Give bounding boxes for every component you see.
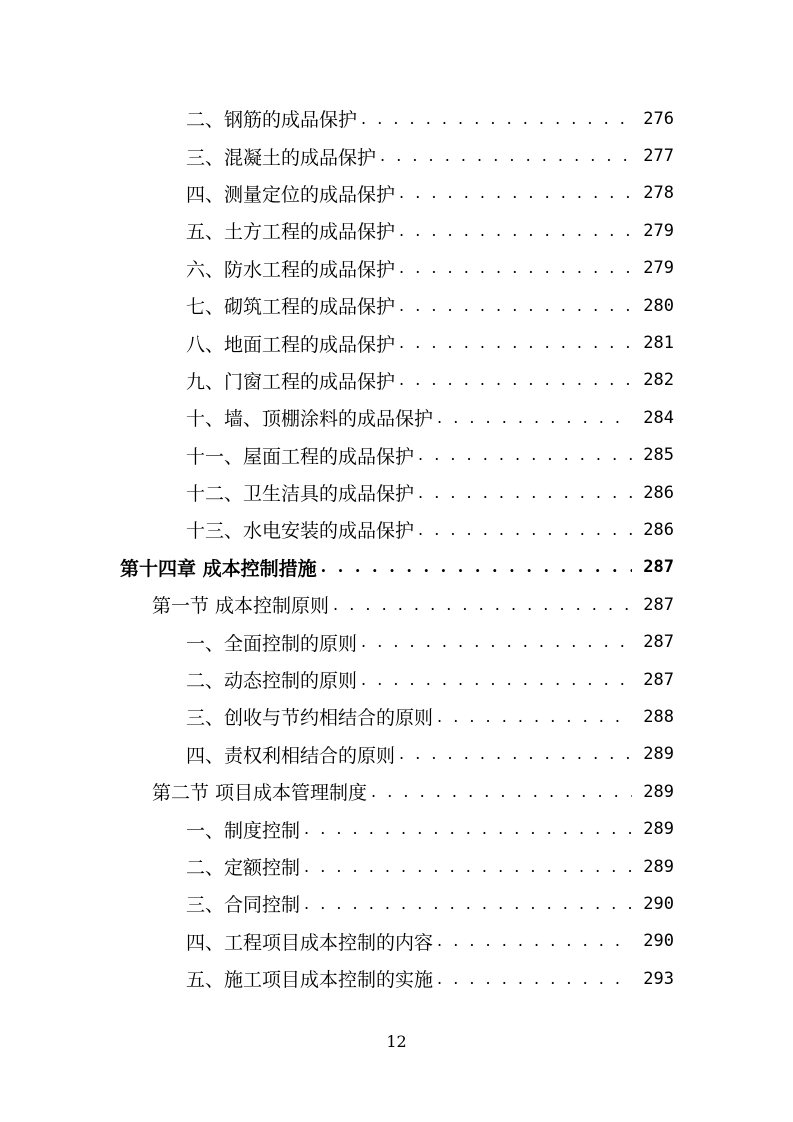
toc-entry-label: 五、土方工程的成品保护 — [186, 217, 399, 244]
toc-entry-label: 十二、卫生洁具的成品保护 — [186, 479, 418, 506]
toc-entry-label: 十、墙、顶棚涂料的成品保护 — [186, 404, 437, 431]
toc-entry-item[interactable] — [0, 736, 793, 773]
toc-entry-item[interactable] — [0, 885, 793, 922]
toc-entry-item[interactable] — [0, 848, 793, 885]
toc-leader-dots — [361, 111, 632, 127]
toc-entry-item[interactable] — [0, 175, 793, 212]
toc-leader-dots — [399, 335, 632, 351]
table-of-contents — [0, 100, 793, 997]
toc-entry-label: 第十四章 成本控制措施 — [120, 554, 321, 581]
toc-entry-label: 七、砌筑工程的成品保护 — [186, 292, 399, 319]
toc-entry-page: 289 — [643, 744, 674, 765]
toc-entry-page: 293 — [643, 968, 674, 989]
toc-leader-dots — [371, 784, 632, 800]
toc-entry-item[interactable] — [0, 137, 793, 174]
toc-entry-page: 287 — [643, 557, 674, 578]
toc-entry-item[interactable] — [0, 623, 793, 660]
toc-leader-dots — [418, 447, 632, 463]
toc-entry-chapter[interactable] — [0, 549, 793, 586]
toc-entry-item[interactable] — [0, 437, 793, 474]
toc-entry-label: 一、制度控制 — [186, 816, 304, 843]
toc-entry-section[interactable] — [0, 586, 793, 623]
toc-leader-dots — [418, 522, 632, 538]
toc-leader-dots — [304, 859, 632, 875]
toc-leader-dots — [437, 933, 632, 949]
toc-entry-item[interactable] — [0, 250, 793, 287]
toc-entry-item[interactable] — [0, 511, 793, 548]
toc-entry-item[interactable] — [0, 287, 793, 324]
toc-entry-label: 第一节 成本控制原则 — [152, 591, 333, 618]
toc-leader-dots — [304, 896, 632, 912]
toc-entry-label: 四、工程项目成本控制的内容 — [186, 928, 437, 955]
toc-entry-page: 276 — [643, 108, 674, 129]
toc-entry-page: 277 — [643, 146, 674, 167]
toc-entry-page: 284 — [643, 407, 674, 428]
toc-entry-label: 一、全面控制的原则 — [186, 629, 361, 656]
toc-entry-label: 二、动态控制的原则 — [186, 666, 361, 693]
toc-entry-page: 289 — [643, 856, 674, 877]
toc-entry-page: 289 — [643, 781, 674, 802]
toc-leader-dots — [333, 597, 632, 613]
toc-leader-dots — [380, 148, 632, 164]
toc-leader-dots — [399, 223, 632, 239]
toc-entry-label: 六、防水工程的成品保护 — [186, 255, 399, 282]
toc-leader-dots — [361, 634, 632, 650]
toc-entry-label: 五、施工项目成本控制的实施 — [186, 965, 437, 992]
toc-leader-dots — [304, 821, 632, 837]
toc-leader-dots — [399, 372, 632, 388]
toc-leader-dots — [399, 746, 632, 762]
toc-leader-dots — [399, 185, 632, 201]
toc-leader-dots — [437, 971, 632, 987]
toc-entry-label: 三、创收与节约相结合的原则 — [186, 703, 437, 730]
toc-entry-label: 二、钢筋的成品保护 — [186, 105, 361, 132]
toc-entry-item[interactable] — [0, 474, 793, 511]
toc-entry-item[interactable] — [0, 324, 793, 361]
toc-entry-item[interactable] — [0, 362, 793, 399]
toc-entry-label: 四、责权利相结合的原则 — [186, 741, 399, 768]
toc-leader-dots — [321, 559, 632, 575]
toc-entry-section[interactable] — [0, 773, 793, 810]
toc-leader-dots — [399, 298, 632, 314]
toc-entry-label: 三、合同控制 — [186, 890, 304, 917]
toc-entry-page: 286 — [643, 519, 674, 540]
toc-entry-page: 289 — [643, 819, 674, 840]
toc-entry-label: 十一、屋面工程的成品保护 — [186, 442, 418, 469]
page-number: 12 — [386, 1032, 407, 1051]
toc-entry-label: 九、门窗工程的成品保护 — [186, 367, 399, 394]
toc-entry-label: 四、测量定位的成品保护 — [186, 180, 399, 207]
toc-entry-item[interactable] — [0, 100, 793, 137]
toc-entry-page: 280 — [643, 295, 674, 316]
toc-entry-label: 八、地面工程的成品保护 — [186, 330, 399, 357]
toc-entry-page: 287 — [643, 632, 674, 653]
toc-entry-page: 279 — [643, 220, 674, 241]
toc-entry-label: 二、定额控制 — [186, 853, 304, 880]
toc-entry-item[interactable] — [0, 212, 793, 249]
toc-entry-page: 287 — [643, 669, 674, 690]
toc-entry-item[interactable] — [0, 960, 793, 997]
toc-entry-page: 278 — [643, 183, 674, 204]
toc-entry-page: 281 — [643, 333, 674, 354]
toc-entry-label: 三、混凝土的成品保护 — [186, 143, 380, 170]
toc-leader-dots — [437, 709, 632, 725]
toc-leader-dots — [399, 260, 632, 276]
toc-entry-label: 第二节 项目成本管理制度 — [152, 778, 371, 805]
toc-entry-page: 286 — [643, 482, 674, 503]
toc-entry-page: 290 — [643, 893, 674, 914]
toc-entry-page: 279 — [643, 258, 674, 279]
toc-leader-dots — [361, 672, 632, 688]
toc-leader-dots — [418, 485, 632, 501]
toc-entry-page: 290 — [643, 931, 674, 952]
toc-entry-page: 288 — [643, 706, 674, 727]
toc-entry-label: 十三、水电安装的成品保护 — [186, 516, 418, 543]
toc-entry-item[interactable] — [0, 661, 793, 698]
toc-entry-item[interactable] — [0, 698, 793, 735]
toc-entry-page: 287 — [643, 594, 674, 615]
toc-entry-page: 285 — [643, 445, 674, 466]
toc-entry-item[interactable] — [0, 399, 793, 436]
toc-entry-item[interactable] — [0, 923, 793, 960]
toc-entry-item[interactable] — [0, 810, 793, 847]
toc-leader-dots — [437, 410, 632, 426]
toc-entry-page: 282 — [643, 370, 674, 391]
